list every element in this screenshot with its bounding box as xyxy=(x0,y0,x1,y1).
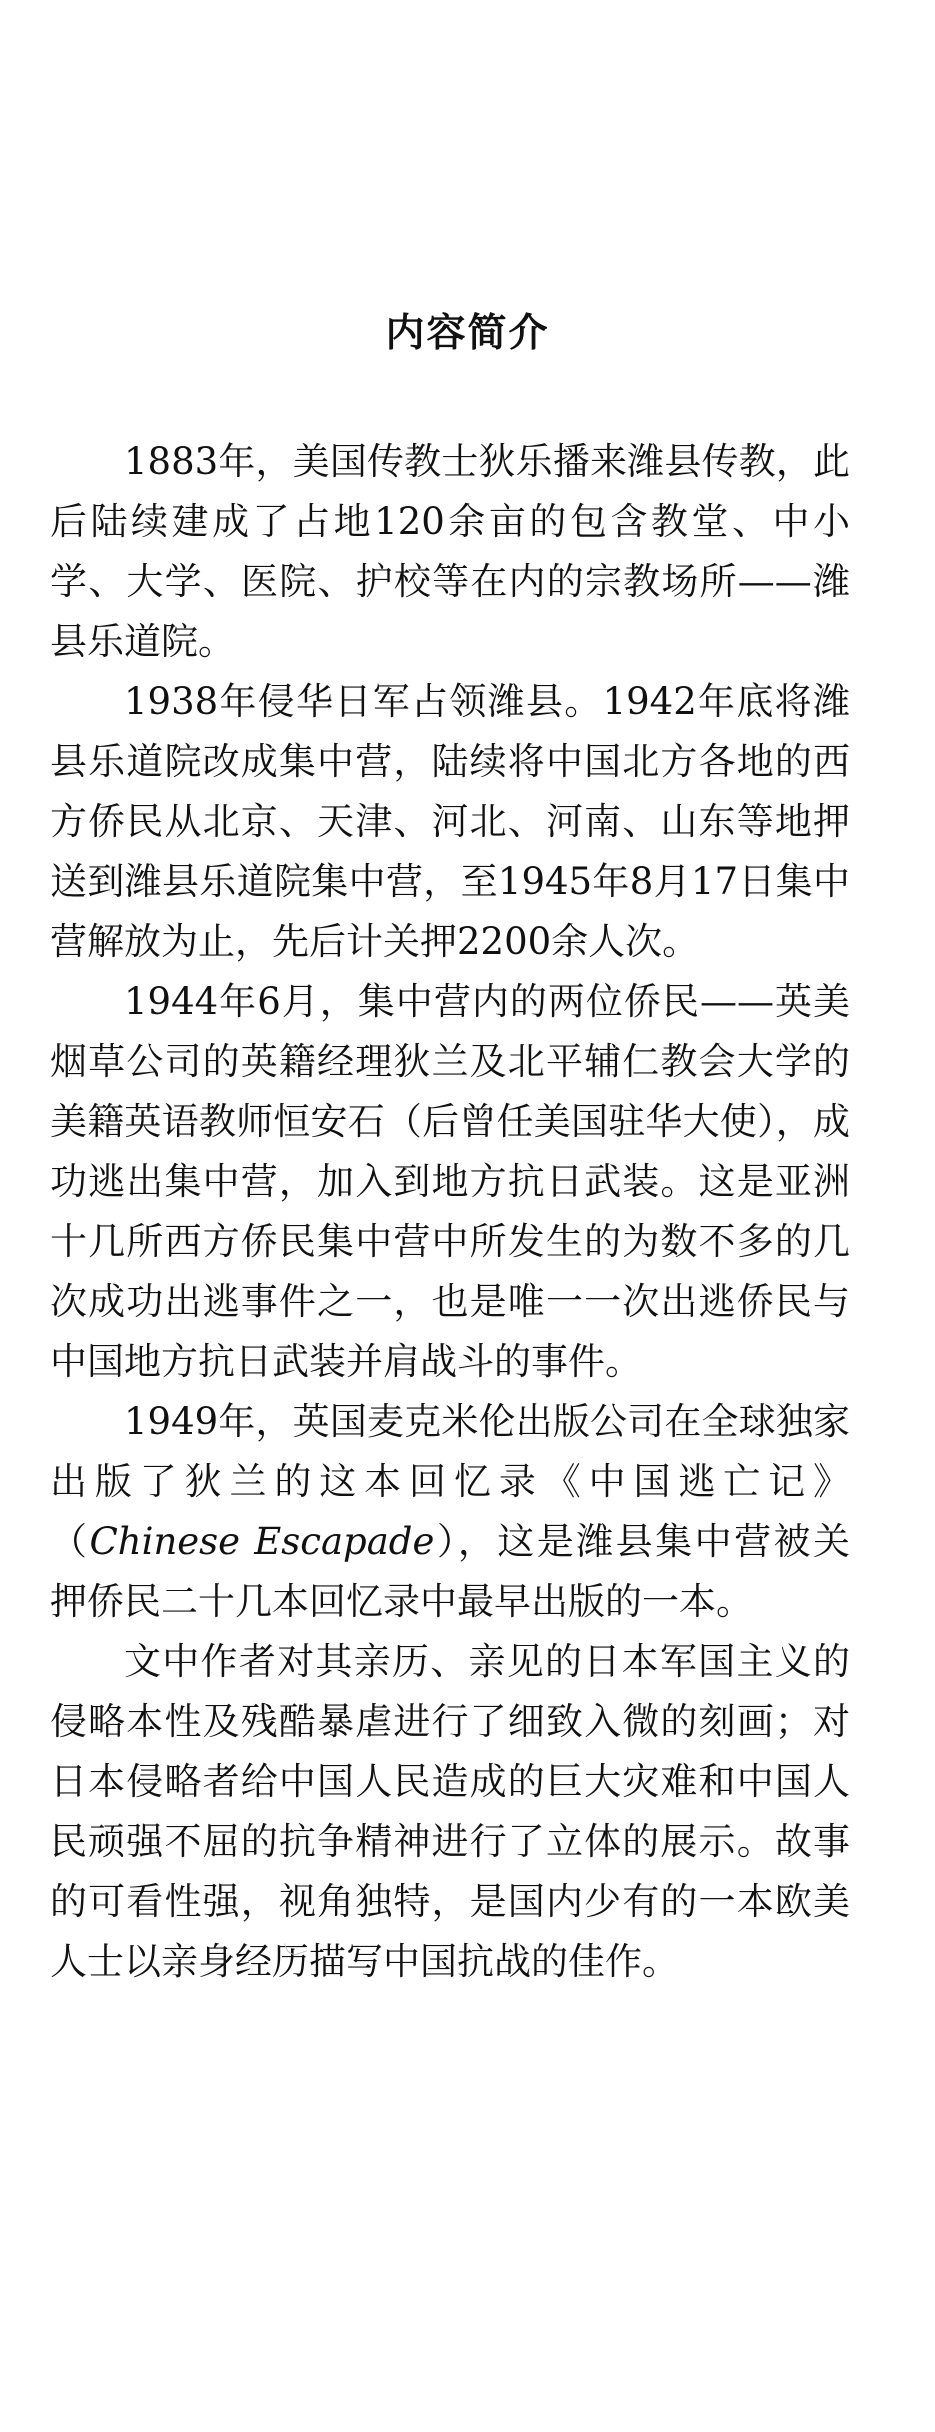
paragraph-2: 1938年侵华日军占领潍县。1942年底将潍县乐道院改成集中营，陆续将中国北方各地的西方侨民从北京、天津、河北、河南、山东等地押送到潍县乐道院集中营，至1945年8月17日集中营解放为止，先后计关押2200余人次。 xyxy=(50,680,850,963)
paragraph-1: 1883年，美国传教士狄乐播来潍县传教，此后陆续建成了占地120余亩的包含教堂、中小学、大学、医院、护校等在内的宗教场所——潍县乐道院。 xyxy=(50,440,850,663)
paragraph-3: 1944年6月，集中营内的两位侨民——英美烟草公司的英籍经理狄兰及北平辅仁教会大学的美籍英语教师恒安石（后曾任美国驻华大使），成功逃出集中营，加入到地方抗日武装。这是亚洲十几所西方侨民集中营中所发生的为数不多的几次成功出逃事件之一，也是唯一一次出逃侨民与中国地方抗日武装并肩战斗的事件。 xyxy=(50,980,850,1383)
paragraph-4-before: 1949年，英国麦克米伦出版公司在全球独家出版了狄兰的这本回忆录《中国逃亡记》（ xyxy=(50,1400,850,1563)
body-text xyxy=(50,432,850,1992)
paragraph-5: 文中作者对其亲历、亲见的日本军国主义的侵略本性及残酷暴虐进行了细致入微的刻画；对日本侵略者给中国人民造成的巨大灾难和中国人民顽强不屈的抗争精神进行了立体的展示。故事的可看性强，视角独特，是国内少有的一本欧美人士以亲身经历描写中国抗战的佳作。 xyxy=(50,1640,850,1983)
book-english-title: Chinese Escapade xyxy=(89,1520,435,1563)
page-title: 内容简介 xyxy=(385,310,550,356)
paragraph-4 xyxy=(50,1392,850,1632)
paragraph-4-after: ），这是潍县集中营被关押侨民二十几本回忆录中最早出版的一本。 xyxy=(50,1520,851,1623)
